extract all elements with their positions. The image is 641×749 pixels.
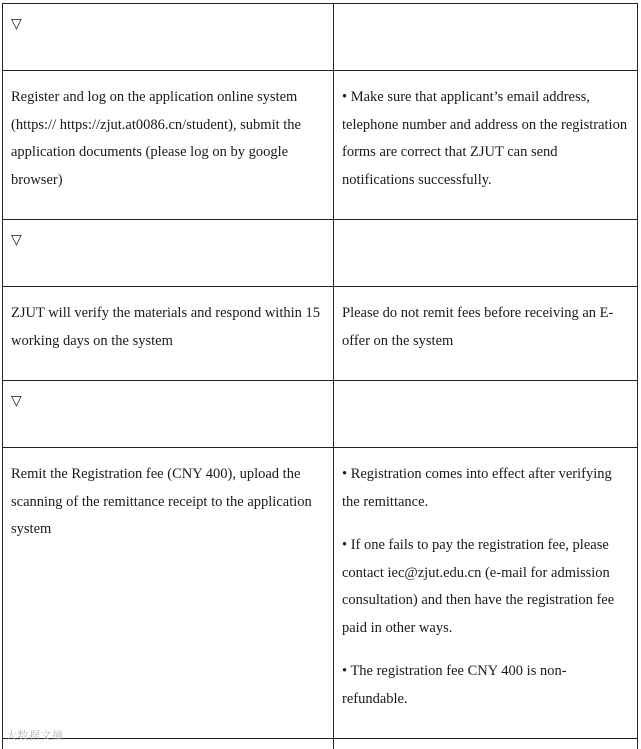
step-note-cell <box>334 71 638 220</box>
empty-cell <box>334 739 638 749</box>
down-arrow-icon: ▽ <box>11 393 22 409</box>
table-row <box>3 287 638 381</box>
down-arrow-icon: ▽ <box>11 232 22 248</box>
arrow-cell <box>3 220 334 287</box>
step-arrow-row <box>3 4 638 71</box>
step-arrow-row <box>3 381 638 448</box>
step-description-cell <box>3 287 334 381</box>
step-description-cell <box>3 71 334 220</box>
application-process-table <box>2 3 638 749</box>
empty-cell <box>334 4 638 71</box>
step-remit-note-3: • The registration fee CNY 400 is non-refundable. <box>342 663 567 707</box>
step-note-cell <box>334 448 638 739</box>
table-row-partial <box>3 739 638 749</box>
step-remit-text: Remit the Registration fee (CNY 400), upload the scanning of the remittance receipt to the application system <box>11 466 312 537</box>
empty-cell <box>334 381 638 448</box>
step-verify-text: ZJUT will verify the materials and respond within 15 working days on the system <box>11 305 321 349</box>
step-note-cell <box>334 287 638 381</box>
arrow-cell <box>3 381 334 448</box>
step-description-cell <box>3 448 334 739</box>
step-arrow-row <box>3 220 638 287</box>
step-remit-note-2: • If one fails to pay the registration fee, please contact iec@zjut.edu.cn (e-mail for admission consultation) and then have the registration fee paid in other ways. <box>342 537 615 636</box>
step-remit-note-1: • Registration comes into effect after verifying the remittance. <box>342 466 612 510</box>
table-row <box>3 71 638 220</box>
watermark: 大数据文摘 <box>6 729 64 742</box>
arrow-cell <box>3 4 334 71</box>
step-verify-note: Please do not remit fees before receiving an E-offer on the system <box>342 305 614 349</box>
down-arrow-icon: ▽ <box>11 16 22 32</box>
empty-cell <box>334 220 638 287</box>
step-register-text: Register and log on the application online system (https:// https://zjut.at0086.cn/student), submit the application documents (please log on by google browser) <box>11 89 301 188</box>
step-register-note: • Make sure that applicant’s email address, telephone number and address on the registration forms are correct that ZJUT can send notifications successfully. <box>342 89 628 188</box>
table-row <box>3 448 638 739</box>
